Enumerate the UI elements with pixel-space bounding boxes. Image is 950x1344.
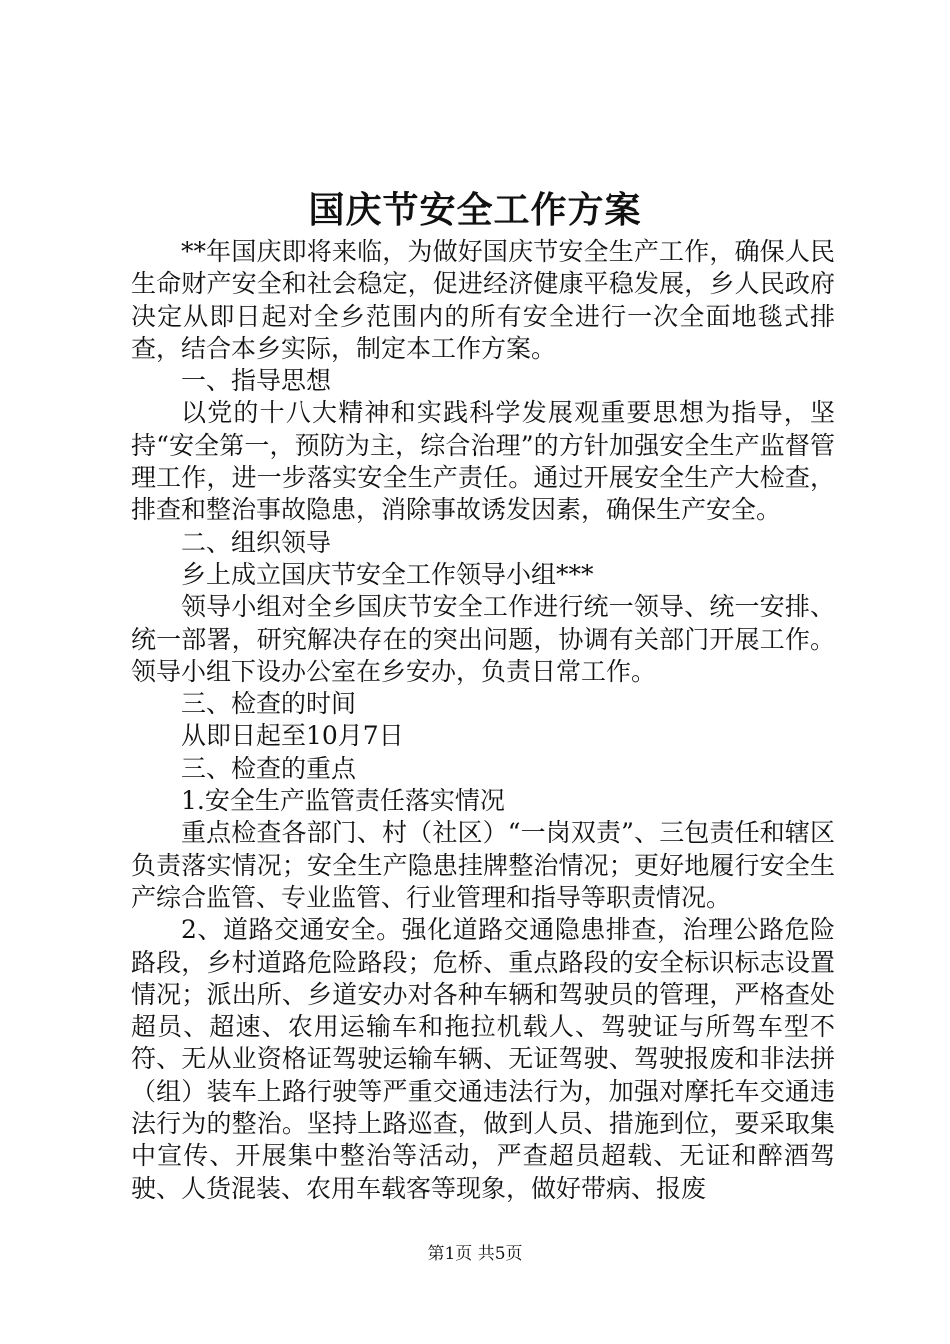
section-heading-inspection-focus: 三、检查的重点 — [181, 753, 357, 783]
inspection-time-line: 从即日起至10月7日 — [181, 721, 404, 751]
intro-paragraph: **年国庆即将来临，为做好国庆节安全生产工作，确保人民生命财产安全和社会稳定，促进经济健康平稳发展，乡人民政府决定从即日起对全乡范围内的所有安全进行一次全面地毯式排查，结合本乡实际，制定本工作方案。 — [131, 237, 835, 363]
focus-item-1-heading: 1.安全生产监管责任落实情况 — [181, 786, 505, 816]
section-heading-organization: 二、组织领导 — [181, 527, 332, 557]
leadership-group-line: 乡上成立国庆节安全工作领导小组*** — [181, 559, 594, 589]
section-heading-inspection-time: 三、检查的时间 — [181, 689, 357, 719]
focus-item-2-paragraph: 2、道路交通安全。强化道路交通隐患排查，治理公路危险路段，乡村道路危险路段；危桥、重点路段的安全标识标志设置情况；派出所、乡道安办对各种车辆和驾驶员的管理，严格查处超员、超速、农用运输车和拖拉机载人、驾驶证与所驾车型不符、无从业资格证驾驶运输车辆、无证驾驶、驾驶报废和非法拼（组）装车上路行驶等严重交通违法行为，加强对摩托车交通违法行为的整治。坚持上路巡查，做到人员、措施到位，要采取集中宣传、开展集中整治等活动，严查超员超载、无证和醉酒驾驶、人货混装、农用车载客等现象，做好带病、报废 — [131, 915, 835, 1203]
focus-item-1-paragraph: 重点检查各部门、村（社区）“一岗双责”、三包责任和辖区负责落实情况；安全生产隐患挂牌整治情况；更好地履行安全生产综合监管、专业监管、行业管理和指导等职责情况。 — [131, 818, 835, 912]
section-heading-guiding-ideology: 一、指导思想 — [181, 366, 332, 396]
guiding-ideology-paragraph: 以党的十八大精神和实践科学发展观重要思想为指导，坚持“安全第一，预防为主，综合治理”的方针加强安全生产监督管理工作，进一步落实安全生产责任。通过开展安全生产大检查，排查和整治事故隐患，消除事故诱发因素，确保生产安全。 — [131, 398, 835, 525]
page-footer: 第1页 共5页 — [427, 1244, 523, 1264]
document-body — [131, 236, 835, 1205]
document-title: 国庆节安全工作方案 — [308, 189, 642, 231]
leadership-group-paragraph: 领导小组对全乡国庆节安全工作进行统一领导、统一安排、统一部署，研究解决存在的突出问题，协调有关部门开展工作。领导小组下设办公室在乡安办，负责日常工作。 — [131, 592, 835, 686]
